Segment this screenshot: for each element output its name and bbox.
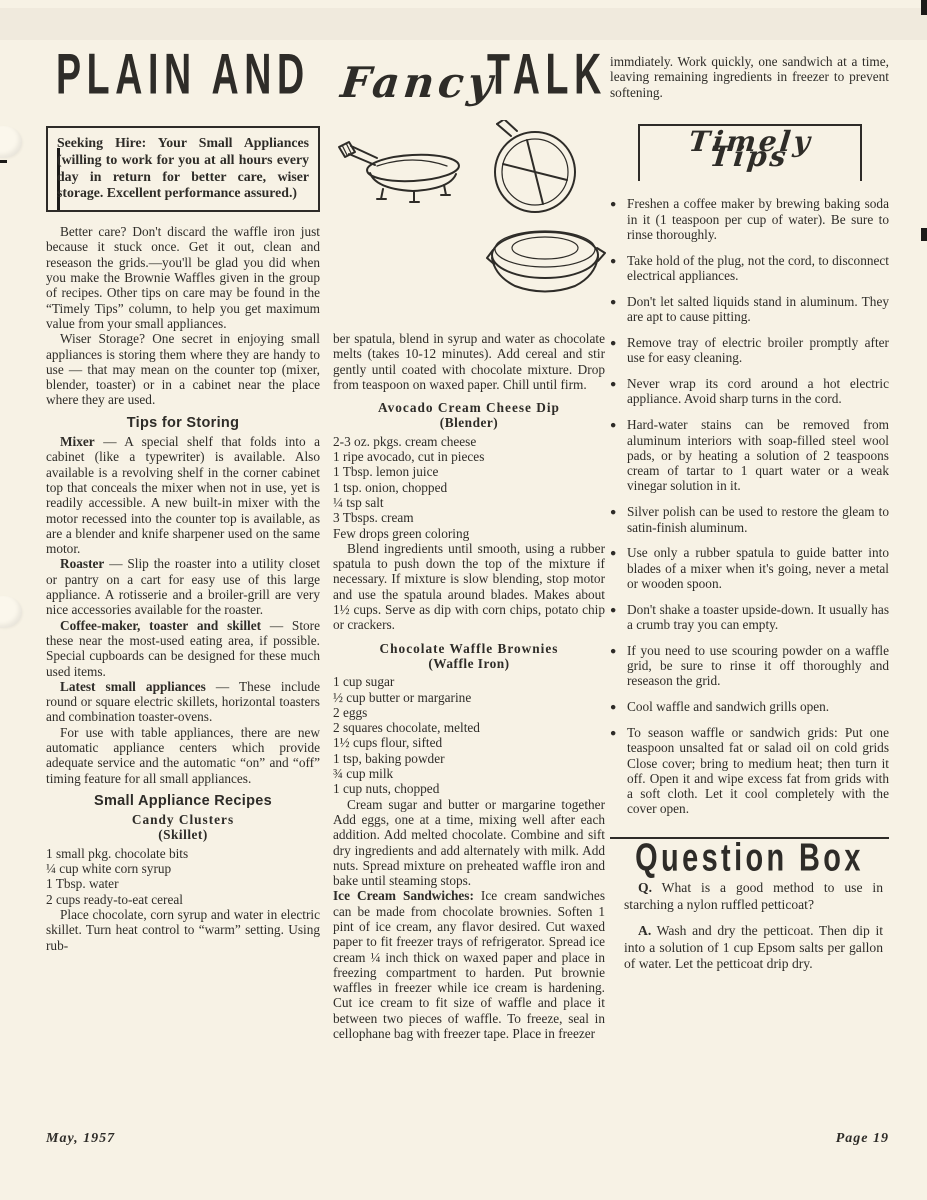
paragraph-text: — Slip the roaster into a utility closet or pantry on a cart for easy use of this large appliance. A rotisserie and a broiler-grill are very nice accessories available for the roaster. (46, 556, 320, 618)
tip-item (610, 376, 889, 407)
recipe-method: Place chocolate, corn syrup and water in electric skillet. Turn heat control to “warm” setting. Using rub- (46, 906, 320, 953)
paragraph-table-appliances: For use with table appliances, there are new automatic appliance centers which provide adequate service and the automatic “on” and “off” timing feature for all small appliances. (46, 724, 320, 786)
ingredient-line: 1 tsp. onion, chopped (333, 479, 448, 495)
tip-item (610, 725, 889, 817)
middle-column (333, 118, 605, 1041)
recipe-method: Cream sugar and butter or margarine together Add eggs, one at a time, mixing well after each addition. Add melted chocolate. Combine and sift dry ingredients and add alternately with milk. Add nuts. Spread mixture on preheated waffle iron and bake until steaming stops. (333, 796, 605, 889)
recipe-title-avocado-dip: Avocado Cream Cheese Dip (378, 400, 560, 416)
tip-text: Never wrap its cord around a hot electric appliance. Avoid sharp turns in the cord. (627, 376, 889, 407)
ingredient-line: 1 tsp, baking powder (333, 750, 445, 766)
tip-item (610, 504, 889, 535)
paragraph-text: — These include round or square electric skillets, horizontal toasters and combination toaster-ovens. (46, 678, 320, 725)
ingredient-line: 1 ripe avocado, cut in pieces (333, 449, 485, 465)
ingredient-line: 1½ cups flour, sifted (333, 735, 443, 751)
paragraph-roaster (46, 556, 320, 617)
paragraph-lead: Roaster (60, 556, 105, 572)
paragraph-ice-cream-sandwiches (333, 888, 605, 1041)
bullet-icon: ● (610, 645, 617, 657)
paragraph-text: Ice cream sandwiches can be made from chocolate brownies. Soften 1 pint of ice cream, any flavor desired. Cut waxed paper to fit freezer trays of refrigerator. Spread ice cream ¼ inch thick on waxed paper and place in freezing compartment to harden. Put brownie waffles in freezer while ice cream is hardening. Cut ice cream to fit size of waffle and place it between two pieces of waffle. To freeze, seal in cellophane bag with freezer tape. Place in freezer (333, 888, 605, 1042)
tip-item (610, 196, 889, 242)
scan-artifact (921, 228, 927, 241)
recipe-subtitle-waffle-iron: (Waffle Iron) (428, 655, 510, 671)
ingredient-line: Few drops green coloring (333, 525, 470, 541)
paragraph-continued: ber spatula, blend in syrup and water as chocolate melts (takes 10-12 minutes). Add cereal and stir gently until coated with chocolate mixture. Drop from teaspoon on waxed paper. Chill until firm. (333, 331, 605, 392)
waffle-iron-illustration (479, 120, 607, 300)
tip-item (610, 699, 889, 714)
timely-tips-list (610, 196, 889, 816)
paragraph-text: — A special shelf that folds into a cabinet (like a typewriter) is available. Also available is a revolving shelf in the corner cabinet top that conceals the mixer when not in use, yet is readily accessible. A new built-in mixer with the motor recessed into the counter top is available, as are a blender and knife sharpener used on the same motor. (46, 434, 320, 557)
ingredient-line: 1 small pkg. chocolate bits (46, 845, 189, 861)
paragraph-text: — Store these near the most-used eating area, if possible. Special cupboards can be designed for these much used items. (46, 617, 320, 679)
bullet-icon: ● (610, 604, 617, 616)
recipe-subtitle-blender: (Blender) (439, 415, 499, 431)
tip-item (610, 602, 889, 633)
tip-text: Silver polish can be used to restore the gleam to satin-finish aluminum. (627, 504, 889, 535)
tip-text: Don't shake a toaster upside-down. It usually has a crumb tray you can empty. (627, 601, 889, 633)
tip-text: Take hold of the plug, not the cord, to disconnect electrical appliances. (627, 252, 889, 284)
electric-skillet-illustration (333, 130, 465, 212)
scan-ghost-band (0, 8, 927, 40)
tip-text: Freshen a coffee maker by brewing baking soda in it (1 teaspoon per cup of water). Be sure to rinse thoroughly. (627, 196, 889, 243)
tip-item (610, 294, 889, 325)
recipe-title-waffle-brownies: Chocolate Waffle Brownies (379, 640, 559, 656)
ingredient-line: 2 eggs (333, 704, 368, 720)
bullet-icon: ● (610, 199, 617, 211)
tip-text: To season waffle or sandwich grids: Put one teaspoon unsalted fat or salad oil on cold grids Close cover; bring to medium heat; then turn it off. Open it and wipe excess fat from grids with a soft cloth. Let it cool completely with the cover open. (627, 725, 889, 817)
tip-text: Hard-water stains can be removed from aluminum interiors with soap-filled steel wool pads, or by heating a solution of 2 teaspoons cream of tartar to 1 quart water or a weak vinegar solution in it. (627, 417, 889, 494)
ingredient-line: ¼ cup white corn syrup (46, 861, 172, 877)
bullet-icon: ● (610, 338, 617, 350)
bullet-icon: ● (610, 379, 617, 391)
paragraph-lead: Latest small appliances (60, 678, 206, 694)
page-title-plain: PLAIN AND (56, 41, 310, 106)
footer-issue-date: May, 1957 (46, 1131, 116, 1146)
punch-hole-top (0, 126, 22, 158)
ingredient-line: 2-3 oz. pkgs. cream cheese (333, 433, 477, 449)
paragraph-lead: Ice Cream Sandwiches: (333, 888, 474, 904)
heading-small-appliance-recipes: Small Appliance Recipes (93, 792, 272, 809)
question-box-body (610, 880, 889, 973)
scan-artifact (921, 0, 927, 15)
scan-artifact (0, 160, 7, 163)
paragraph-latest-appliances (46, 679, 320, 725)
tip-text: Use only a rubber spatula to guide batter into blades of a mixer when it's going, never a metal or wooden spoon. (627, 545, 889, 591)
question-paragraph (624, 880, 883, 913)
tip-item (610, 545, 889, 591)
timely-tips-title: Timely Tips (686, 124, 814, 174)
paragraph-wiser-storage: Wiser Storage? One secret in enjoying small appliances is storing them where they are handy to use — that may mean on the counter top (mixer, blender, toaster) or in a cabinet near the place where they are used. (46, 331, 320, 408)
ingredient-line: 3 Tbsps. cream (333, 510, 414, 526)
page-title-fancy: Fancy (338, 58, 499, 107)
punch-hole-bottom (0, 596, 22, 628)
question-text: What is a good method to use in starching a nylon ruffled petticoat? (624, 880, 883, 912)
answer-paragraph (624, 923, 883, 973)
bullet-icon: ● (610, 548, 617, 560)
illustration-block (333, 118, 605, 331)
seeking-hire-box: Seeking Hire: Your Small Appliances (willing to work for you at all hours every day in return for better care, wiser storage. Excellent performance assured.) (46, 126, 320, 212)
tip-item (610, 335, 889, 366)
bullet-icon: ● (610, 702, 617, 714)
question-box-title: Question Box (635, 835, 864, 880)
bullet-icon: ● (610, 296, 617, 308)
right-column (610, 54, 889, 983)
tip-text: Don't let salted liquids stand in aluminum. They are apt to cause pitting. (627, 293, 889, 325)
page-title-talk: TALK (487, 41, 607, 106)
tip-item (610, 643, 889, 689)
left-column (46, 126, 320, 953)
tip-item (610, 417, 889, 493)
ingredient-line: ¾ cup milk (333, 766, 394, 782)
paragraph-lead: Coffee-maker, toaster and skillet (60, 617, 262, 633)
tip-text: If you need to use scouring powder on a waffle grid, be sure to rinse it off thoroughly and reseason the grid. (627, 642, 889, 689)
tip-item (610, 253, 889, 284)
ingredient-line: 1 Tbsp. lemon juice (333, 464, 439, 480)
recipe-title-candy-clusters: Candy Clusters (131, 812, 235, 828)
ingredient-line: ½ cup butter or margarine (333, 689, 472, 705)
ingredient-line: 1 cup sugar (333, 674, 395, 690)
answer-text: Wash and dry the petticoat. Then dip it into a solution of 1 cup Epsom salts per gallon of water. Let the petticoat drip dry. (624, 923, 883, 972)
bullet-icon: ● (610, 255, 617, 267)
ingredient-line: 1 Tbsp. water (46, 876, 119, 892)
answer-label: A. (638, 923, 652, 939)
timely-tips-box (638, 124, 862, 182)
recipe-subtitle-skillet: (Skillet) (158, 827, 208, 843)
paragraph-lead: Mixer (60, 434, 95, 450)
recipe-method: Blend ingredients until smooth, using a rubber spatula to push down the top of the mixture if necessary. If mixture is slow blending, stop motor and use the spatula around blades. Makes about 1½ cups. Serve as dip with corn chips, potato chip or crackers. (333, 540, 605, 633)
heading-tips-for-storing: Tips for Storing (126, 414, 240, 431)
ingredient-line: 2 cups ready-to-eat cereal (46, 891, 183, 907)
paragraph-better-care: Better care? Don't discard the waffle iron just because it stuck once. Get it out, clean and reseason the grids.—you'll be glad you did when you make the Brownie Waffles given in the group of recipes. Other tips on care may be found in the “Timely Tips” column, to help you get maximum value from your small appliances. (46, 224, 320, 331)
bullet-icon: ● (610, 507, 617, 519)
paragraph-mixer (46, 434, 320, 556)
ingredient-line: 2 squares chocolate, melted (333, 720, 480, 736)
tip-text: Remove tray of electric broiler promptly after use for easy cleaning. (627, 335, 889, 366)
question-label: Q. (638, 880, 652, 896)
bullet-icon: ● (610, 728, 617, 739)
footer-page-number: Page 19 (835, 1131, 889, 1146)
bullet-icon: ● (610, 420, 617, 432)
tip-text: Cool waffle and sandwich grills open. (627, 699, 830, 715)
paragraph-continued: immdiately. Work quickly, one sandwich at a time, leaving remaining ingredients in freezer to prevent softening. (610, 54, 889, 100)
ingredient-line: ¼ tsp salt (333, 494, 384, 510)
paragraph-coffee-maker (46, 618, 320, 679)
ingredient-line: 1 cup nuts, chopped (333, 781, 440, 797)
